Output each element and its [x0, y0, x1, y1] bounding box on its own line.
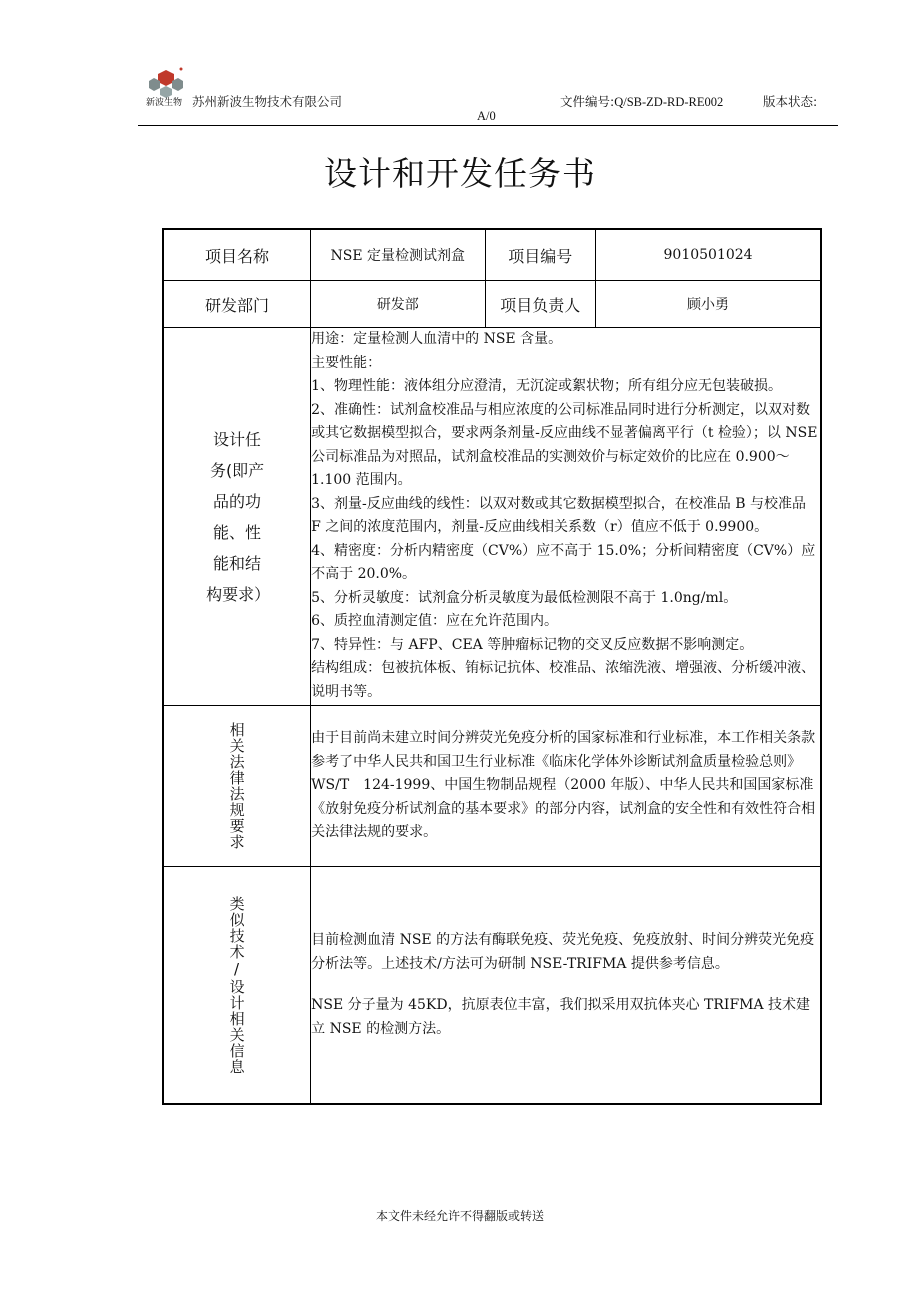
design-task-line: 主要性能： [311, 354, 382, 371]
similar-tech-content [311, 867, 821, 1105]
version-label: 版本状态: [763, 94, 818, 109]
project-name-label: 项目名称 [163, 229, 311, 281]
design-task-line: 1、物理性能：液体组分应澄清，无沉淀或絮状物；所有组分应无包装破损。 [311, 378, 783, 394]
table-row [163, 281, 821, 328]
design-task-line: 3、剂量-反应曲线的线性：以双对数或其它数据模型拟合，在校准品 B 与校准品 F 之间的浓度范围内，剂量-反应曲线相关系数（r）值应不低于 0.9900。 [311, 495, 806, 535]
department-label: 研发部门 [163, 281, 311, 328]
document-title: 设计和开发任务书 [324, 154, 596, 193]
table-row [163, 229, 821, 281]
similar-tech-text: 目前检测血清 NSE 的方法有酶联免疫、荧光免疫、免疫放射、时间分辨荧光免疫分析法等。上述技术/方法可为研制 NSE-TRIFMA 提供参考信息。 [311, 932, 815, 972]
department-value: 研发部 [311, 281, 485, 328]
owner-label: 项目负责人 [485, 281, 596, 328]
version-value: A/0 [477, 109, 496, 123]
page-header [0, 0, 920, 130]
table-row [163, 867, 821, 1105]
similar-tech-label: 类似技术/设计相关信息 [227, 895, 246, 1075]
task-table [162, 228, 822, 1105]
design-task-line: 4、精密度：分析内精密度（CV%）应不高于 15.0%；分析间精密度（CV%）应不高于 20.0%。 [311, 542, 816, 582]
header-rule [138, 125, 838, 126]
law-label: 相关法律法规要求 [227, 722, 246, 850]
design-task-line: 6、质控血清测定值：应在允许范围内。 [311, 613, 559, 629]
owner-value: 顾小勇 [596, 281, 821, 328]
law-text: 由于目前尚未建立时间分辨荧光免疫分析的国家标准和行业标准，本工作相关条款参考了中华人民共和国卫生行业标准《临床化学体外诊断试剂盒质量检验总则》WS/T 124-1999、中国生物制品规程（2000 年版）、中华人民共和国国家标准《放射免疫分析试剂盒的基本要求》的部分内容，试剂盒的安全性和有效性符合相关法律法规的要求。 [311, 730, 816, 841]
page-footer: 本文件未经允许不得翻版或转送 [375, 1209, 544, 1223]
law-content [311, 706, 821, 867]
table-row [163, 328, 821, 706]
project-number-label: 项目编号 [485, 229, 596, 281]
logo-text: 新波生物 [146, 98, 183, 108]
similar-tech-text: NSE 分子量为 45KD，抗原表位丰富，我们拟采用双抗体夹心 TRIFMA 技术建立 NSE 的检测方法。 [311, 997, 811, 1037]
design-task-line: 结构组成：包被抗体板、铕标记抗体、校准品、浓缩洗液、增强液、分析缓冲液、说明书等。 [311, 660, 816, 700]
design-task-line: 2、准确性：试剂盒校准品与相应浓度的公司标准品同时进行分析测定，以双对数或其它数据模型拟合，要求两条剂量-反应曲线不显著偏离平行（t 检验）；以 NSE 公司标准品为对照品，试剂盒校准品的实测效价与标定效价的比应在 0.900～1.100 范围内。 [311, 401, 818, 488]
project-name-value: NSE 定量检测试剂盒 [311, 229, 485, 281]
design-task-line: 7、特异性：与 AFP、CEA 等肿瘤标记物的交叉反应数据不影响测定。 [311, 636, 754, 653]
document-number: 文件编号:Q/SB-ZD-RD-RE002 [560, 94, 724, 109]
design-task-content [311, 328, 821, 706]
company-name: 苏州新波生物技术有限公司 [192, 94, 343, 109]
design-task-label: 设计任务(即产品的功能、性能和结构要求） [206, 429, 271, 604]
project-number-value: 9010501024 [596, 229, 821, 281]
table-row [163, 706, 821, 867]
design-task-line: 用途：定量检测人血清中的 NSE 含量。 [311, 331, 563, 347]
design-task-line: 5、分析灵敏度：试剂盒分析灵敏度为最低检测限不高于 1.0ng/ml。 [311, 589, 738, 606]
